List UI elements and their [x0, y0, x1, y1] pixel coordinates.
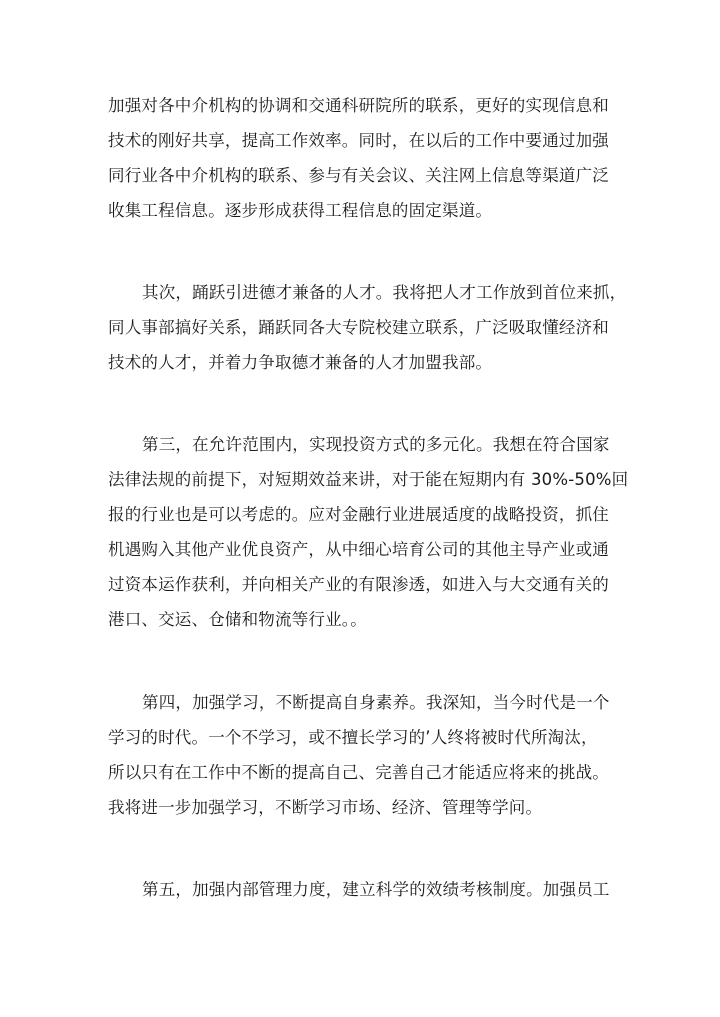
paragraph-2-line-3: 技术的人才，并着力争取德才兼备的人才加盟我部。	[108, 353, 493, 372]
paragraph-4-line-4: 我将进一步加强学习，不断学习市场、经济、管理等学问。	[108, 798, 543, 817]
paragraph-2-line-1: 其次，踊跃引进德才兼备的人才。我将把人才工作放到首位来抓，	[142, 283, 627, 302]
paragraph-1-line-1: 加强对各中介机构的协调和交通科研院所的联系，更好的实现信息和	[108, 96, 609, 115]
paragraph-3-line-6: 港口、交运、仓储和物流等行业。。	[108, 610, 367, 629]
paragraph-3-line-4: 机遇购入其他产业优良资产，从中细心培育公司的其他主导产业或通	[108, 540, 609, 559]
paragraph-3-line-1: 第三，在允许范围内，实现投资方式的多元化。我想在符合国家	[142, 435, 610, 454]
paragraph-4-line-3: 所以只有在工作中不断的提高自己、完善自己才能适应将来的挑战。	[108, 763, 609, 782]
paragraph-4-line-1: 第四，加强学习，不断提高自身素养。我深知，当今时代是一个	[142, 693, 610, 712]
paragraph-1-line-2: 技术的刚好共享，提高工作效率。同时，在以后的工作中要通过加强	[108, 131, 609, 150]
paragraph-3-line-2: 法律法规的前提下，对短期效益来讲，对于能在短期内有 30%-50%回	[108, 470, 629, 489]
paragraph-1-line-4: 收集工程信息。逐步形成获得工程信息的固定渠道。	[108, 201, 493, 220]
paragraph-1-line-3: 同行业各中介机构的联系、参与有关会议、关注网上信息等渠道广泛	[108, 166, 609, 185]
paragraph-3-line-3: 报的行业也是可以考虑的。应对金融行业进展适度的战略投资，抓住	[108, 505, 609, 524]
paragraph-5-line-1: 第五，加强内部管理力度，建立科学的效绩考核制度。加强员工	[142, 880, 610, 899]
paragraph-3-line-5: 过资本运作获利，并向相关产业的有限渗透，如进入与大交通有关的	[108, 575, 609, 594]
paragraph-4-line-2: 学习的时代。一个不学习，或不擅长学习的’人终将被时代所淘汰，	[108, 728, 598, 747]
paragraph-2-line-2: 同人事部搞好关系，踊跃同各大专院校建立联系，广泛吸取懂经济和	[108, 318, 609, 337]
